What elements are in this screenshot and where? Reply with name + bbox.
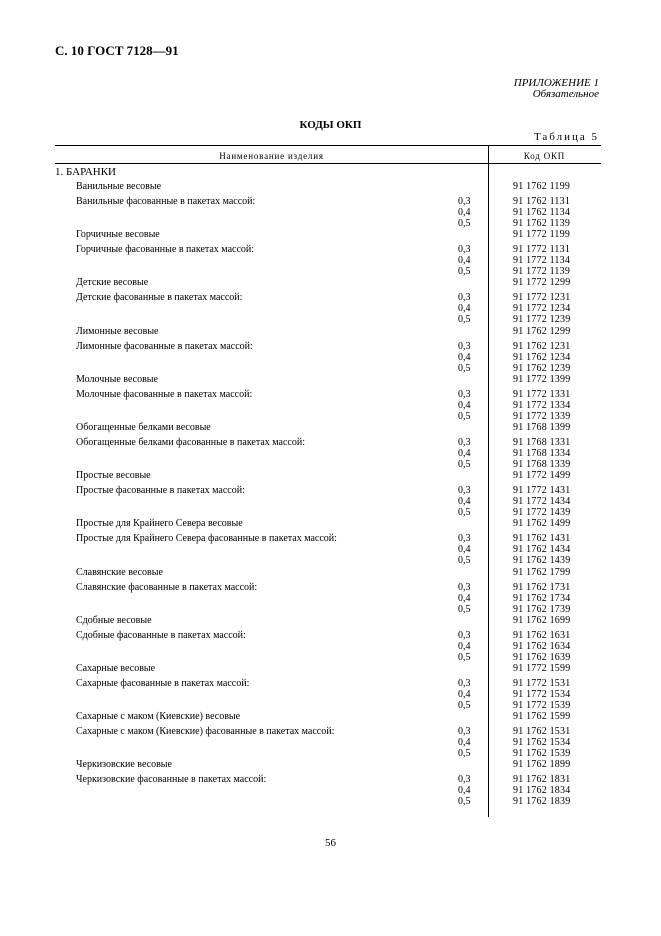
package-mass: 0,5	[458, 459, 471, 470]
package-mass: 0,4	[458, 303, 471, 315]
package-mass: 0,5	[458, 796, 471, 808]
document-title: КОДЫ ОКП	[299, 119, 362, 131]
package-code: 91 1762 1731	[513, 581, 571, 593]
package-mass: 0,4	[458, 592, 471, 604]
column-header-name: Наименование изделия	[219, 151, 324, 161]
product-code: 91 1762 1799	[513, 566, 571, 578]
packaged-product-name: Сахарные с маком (Киевские) фасованные в пакетах массой:	[76, 726, 335, 738]
package-mass: 0,4	[458, 207, 471, 218]
package-code: 91 1762 1134	[513, 207, 571, 218]
package-mass: 0,3	[458, 678, 471, 689]
product-code: 91 1762 1599	[513, 711, 571, 723]
packaged-product-name: Обогащенные белками фасованные в пакетах массой:	[76, 437, 305, 448]
package-mass: 0,4	[458, 785, 471, 797]
product-code: 91 1772 1299	[513, 277, 571, 289]
package-code: 91 1772 1534	[513, 689, 571, 700]
product-name: Сдобные весовые	[76, 614, 152, 626]
section-heading: 1. БАРАНКИ	[55, 166, 116, 178]
package-mass: 0,4	[458, 737, 471, 749]
package-code: 91 1772 1531	[513, 678, 571, 689]
product-name: Ванильные весовые	[76, 181, 162, 192]
package-mass: 0,5	[458, 314, 471, 326]
package-code: 91 1772 1339	[513, 410, 571, 422]
package-code: 91 1772 1139	[513, 266, 571, 278]
product-code: 91 1762 1299	[513, 325, 571, 337]
package-code: 91 1772 1434	[513, 496, 571, 508]
package-code: 91 1762 1139	[513, 218, 571, 229]
package-mass: 0,3	[458, 485, 471, 497]
packaged-product-name: Молочные фасованные в пакетах массой:	[76, 388, 253, 400]
package-code: 91 1768 1331	[513, 437, 571, 448]
package-code: 91 1772 1539	[513, 700, 571, 711]
product-name: Славянские весовые	[76, 566, 163, 578]
package-mass: 0,3	[458, 292, 471, 304]
package-mass: 0,4	[458, 255, 471, 267]
package-code: 91 1762 1231	[513, 340, 571, 352]
package-mass: 0,3	[458, 388, 471, 400]
package-code: 91 1762 1831	[513, 774, 571, 786]
packaged-product-name: Сахарные фасованные в пакетах массой:	[76, 678, 250, 689]
package-code: 91 1772 1431	[513, 485, 571, 497]
product-code: 91 1768 1399	[513, 422, 571, 433]
package-code: 91 1762 1531	[513, 726, 571, 738]
product-code: 91 1762 1199	[513, 181, 571, 192]
column-header-code: Код ОКП	[523, 151, 566, 161]
packaged-product-name: Сдобные фасованные в пакетах массой:	[76, 629, 246, 641]
package-code: 91 1762 1639	[513, 651, 571, 663]
package-mass: 0,4	[458, 689, 471, 700]
package-code: 91 1772 1334	[513, 399, 571, 411]
package-mass: 0,5	[458, 507, 471, 519]
product-code: 91 1772 1499	[513, 470, 571, 482]
package-code: 91 1762 1631	[513, 629, 571, 641]
package-mass: 0,3	[458, 244, 471, 256]
package-code: 91 1762 1239	[513, 362, 571, 374]
package-mass: 0,4	[458, 448, 471, 459]
package-mass: 0,3	[458, 774, 471, 786]
product-code: 91 1762 1899	[513, 759, 571, 771]
product-name: Лимонные весовые	[76, 325, 159, 337]
package-code: 91 1772 1239	[513, 314, 571, 326]
package-code: 91 1762 1834	[513, 785, 571, 797]
packaged-product-name: Простые для Крайнего Севера фасованные в пакетах массой:	[76, 533, 337, 545]
table-top-rule	[55, 145, 601, 146]
package-mass: 0,5	[458, 410, 471, 422]
package-code: 91 1762 1539	[513, 748, 571, 760]
product-name: Сахарные с маком (Киевские) весовые	[76, 711, 241, 723]
package-mass: 0,3	[458, 581, 471, 593]
package-mass: 0,3	[458, 437, 471, 448]
package-mass: 0,3	[458, 340, 471, 352]
package-mass: 0,3	[458, 629, 471, 641]
product-name: Молочные весовые	[76, 373, 158, 385]
package-mass: 0,3	[458, 533, 471, 545]
product-code: 91 1762 1499	[513, 518, 571, 530]
package-mass: 0,5	[458, 218, 471, 229]
product-code: 91 1772 1599	[513, 663, 571, 674]
packaged-product-name: Лимонные фасованные в пакетах массой:	[76, 340, 253, 352]
product-name: Горчичные весовые	[76, 229, 160, 241]
package-mass: 0,5	[458, 748, 471, 760]
packaged-product-name: Славянские фасованные в пакетах массой:	[76, 581, 258, 593]
package-code: 91 1762 1534	[513, 737, 571, 749]
table-number: Таблица 5	[533, 131, 599, 143]
package-code: 91 1772 1439	[513, 507, 571, 519]
package-code: 91 1772 1331	[513, 388, 571, 400]
package-code: 91 1762 1734	[513, 592, 571, 604]
packaged-product-name: Ванильные фасованные в пакетах массой:	[76, 196, 256, 207]
package-code: 91 1762 1234	[513, 351, 571, 363]
product-name: Обогащенные белками весовые	[76, 422, 211, 433]
package-mass: 0,4	[458, 544, 471, 556]
table-header-rule	[55, 163, 601, 164]
package-code: 91 1772 1234	[513, 303, 571, 315]
appendix-title: ПРИЛОЖЕНИЕ 1	[513, 77, 599, 89]
package-mass: 0,5	[458, 555, 471, 567]
package-mass: 0,3	[458, 726, 471, 738]
page-number: 56	[325, 837, 336, 849]
package-code: 91 1762 1431	[513, 533, 571, 545]
package-mass: 0,5	[458, 603, 471, 615]
package-mass: 0,5	[458, 700, 471, 711]
package-mass: 0,5	[458, 651, 471, 663]
appendix-subtitle: Обязательное	[532, 88, 599, 100]
package-code: 91 1762 1439	[513, 555, 571, 567]
product-name: Сахарные весовые	[76, 663, 156, 674]
package-mass: 0,4	[458, 351, 471, 363]
packaged-product-name: Простые фасованные в пакетах массой:	[76, 485, 245, 497]
package-mass: 0,4	[458, 496, 471, 508]
product-code: 91 1772 1199	[513, 229, 571, 241]
package-code: 91 1762 1634	[513, 640, 571, 652]
package-code: 91 1762 1434	[513, 544, 571, 556]
appendix-label	[514, 78, 599, 100]
product-name: Детские весовые	[76, 277, 149, 289]
product-name: Простые для Крайнего Севера весовые	[76, 518, 243, 530]
column-divider	[488, 145, 489, 817]
package-mass: 0,4	[458, 399, 471, 411]
package-mass: 0,4	[458, 640, 471, 652]
package-code: 91 1768 1334	[513, 448, 571, 459]
package-code: 91 1772 1231	[513, 292, 571, 304]
package-code: 91 1772 1131	[513, 244, 571, 256]
package-mass: 0,5	[458, 362, 471, 374]
packaged-product-name: Детские фасованные в пакетах массой:	[76, 292, 243, 304]
product-code: 91 1762 1699	[513, 614, 571, 626]
package-code: 91 1772 1134	[513, 255, 571, 267]
product-name: Черкизовские весовые	[76, 759, 172, 771]
package-mass: 0,5	[458, 266, 471, 278]
package-code: 91 1762 1839	[513, 796, 571, 808]
package-mass: 0,3	[458, 196, 471, 207]
package-code: 91 1762 1131	[513, 196, 571, 207]
product-code: 91 1772 1399	[513, 373, 571, 385]
page-header: С. 10 ГОСТ 7128—91	[55, 43, 179, 58]
packaged-product-name: Черкизовские фасованные в пакетах массой:	[76, 774, 267, 786]
packaged-product-name: Горчичные фасованные в пакетах массой:	[76, 244, 255, 256]
package-code: 91 1768 1339	[513, 459, 571, 470]
product-name: Простые весовые	[76, 470, 151, 482]
package-code: 91 1762 1739	[513, 603, 571, 615]
